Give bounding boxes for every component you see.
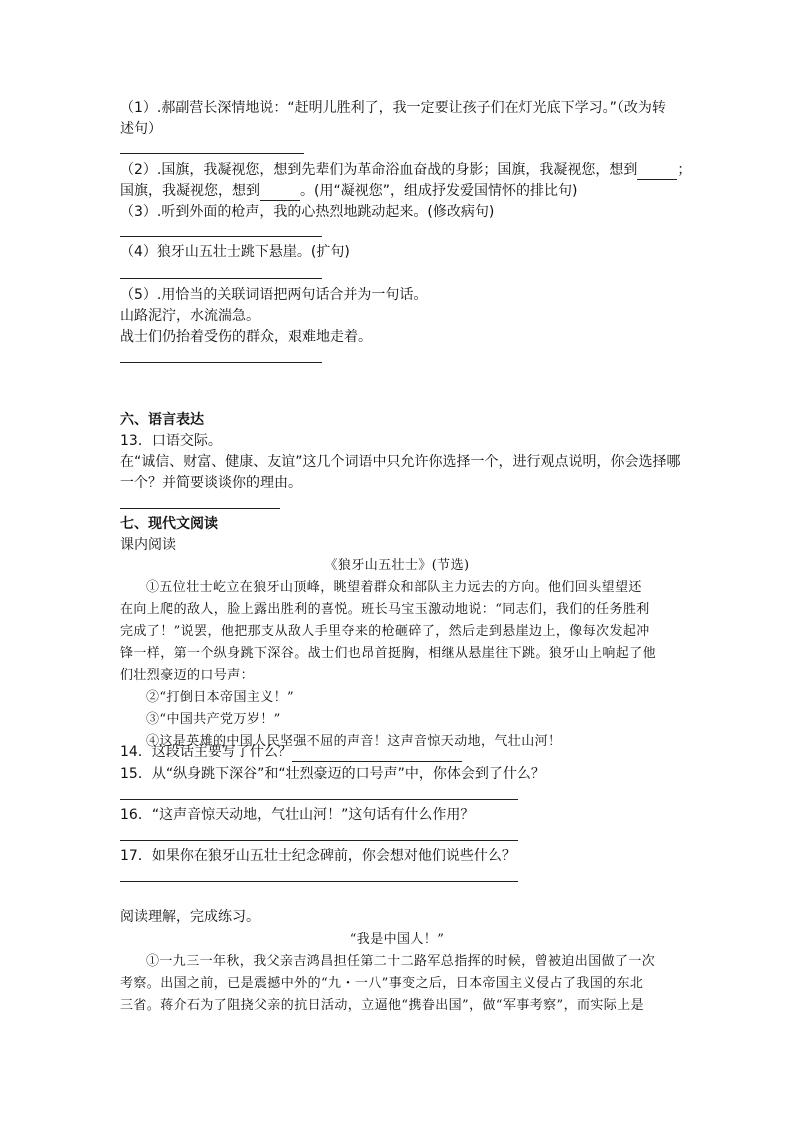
q5-line2: 山路泥泞，水流湍急。 xyxy=(120,308,260,324)
q4-line: （4）狼牙山五壮士跳下悬崖。(扩句) xyxy=(120,244,350,260)
q14-text: 14．这段话主要写了什么？ xyxy=(120,744,292,760)
passage1-p3: ③“中国共产党万岁！” xyxy=(146,712,281,727)
q2-line1-end: ； xyxy=(677,162,692,178)
q2-blank-1[interactable] xyxy=(637,165,677,180)
passage1-p1-line2: 在向上爬的敌人，脸上露出胜利的喜悦。班长马宝玉激动地说：“同志们，我们的任务胜利 xyxy=(120,602,650,617)
q3-answer-line[interactable] xyxy=(120,236,322,237)
q2-blank-2[interactable] xyxy=(260,186,300,201)
passage1-p2: ②“打倒日本帝国主义！” xyxy=(146,690,295,705)
q13-prompt-line2: 一个？并简要谈谈你的理由。 xyxy=(120,475,302,491)
q5-line1: （5）.用恰当的关联词语把两句话合并为一句话。 xyxy=(120,287,428,303)
passage2-title: “我是中国人！” xyxy=(349,932,445,947)
q4-answer-line[interactable] xyxy=(120,278,322,279)
passage1-p1-line1: ①五位壮士屹立在狼牙山顶峰，眺望着群众和部队主力远去的方向。他们回头望望还 xyxy=(146,580,642,595)
q16-line: 16．“这声音惊天动地，气壮山河！”这句话有什么作用？ xyxy=(120,807,475,823)
q14-line xyxy=(120,742,462,762)
q1-line2: 述句） xyxy=(120,121,162,137)
q17-answer-line[interactable] xyxy=(120,881,518,882)
q15-answer-line[interactable] xyxy=(120,799,518,800)
passage2-p1-line1: ①一九三一年秋，我父亲吉鸿昌担任第二十二路军总指挥的时候，曾被迫出国做了一次 xyxy=(146,954,656,969)
q13-title: 13．口语交际。 xyxy=(120,433,222,449)
q14-answer-blank[interactable] xyxy=(292,747,462,762)
passage1-p1-line3: 完成了！”说罢，他把那支从敌人手里夺来的枪砸碎了，然后走到悬崖边上，像每次发起冲 xyxy=(120,624,650,639)
passage1-p4: ④这是英雄的中国人民坚强不屈的声音！这声音惊天动地，气壮山河！ xyxy=(146,734,562,749)
section6-heading: 六、语言表达 xyxy=(120,412,204,428)
passage1-p1-line4: 锋一样，第一个纵身跳下深谷。战士们也昂首挺胸，相继从悬崖往下跳。狼牙山上响起了他 xyxy=(120,646,657,661)
q2-line1 xyxy=(120,160,691,180)
q17-line: 17．如果你在狼牙山五壮士纪念碑前，你会想对他们说些什么？ xyxy=(120,848,516,864)
q2-line2 xyxy=(120,181,577,201)
passage1-p1-line5: 们壮烈豪迈的口号声： xyxy=(120,668,255,683)
q2-line2-instruction: 。(用“凝视您”，组成抒发爱国情怀的排比句) xyxy=(300,183,578,199)
q1-line1: （1）.郝副营长深情地说：“赶明儿胜利了，我一定要让孩子们在灯光底下学习。”（改为转 xyxy=(120,100,666,116)
q5-line3: 战士们仍抬着受伤的群众，艰难地走着。 xyxy=(120,329,372,345)
passage1-title: 《狼牙山五壮士》(节选) xyxy=(324,558,470,573)
passage2-p1-line2: 考察。出国之前，已是震撼中外的“九・一八”事变之后，日本帝国主义侵占了我国的东北 xyxy=(120,976,644,991)
q2-line1-text: （2）.国旗，我凝视您，想到先辈们为革命浴血奋战的身影；国旗，我凝视您，想到 xyxy=(120,162,638,178)
passage2-p1-line3: 三省。蒋介石为了阻挠父亲的抗日活动，立逼他“携眷出国”，做“军事考察”，而实际上是 xyxy=(120,998,644,1013)
q13-prompt-line1: 在“诚信、财富、健康、友谊”这几个词语中只允许你选择一个，进行观点说明，你会选择哪 xyxy=(120,454,681,470)
q5-answer-line[interactable] xyxy=(120,362,322,363)
section7-heading: 七、现代文阅读 xyxy=(120,516,218,532)
q15-line: 15．从“纵身跳下深谷”和“壮烈豪迈的口号声”中，你体会到了什么？ xyxy=(120,766,545,782)
section7-subheading: 课内阅读 xyxy=(120,537,176,553)
q13-answer-line[interactable] xyxy=(120,508,280,509)
q3-line: （3）.听到外面的枪声，我的心热烈地跳动起来。(修改病句) xyxy=(120,204,495,220)
reading2-intro: 阅读理解，完成练习。 xyxy=(120,909,260,925)
q16-answer-line[interactable] xyxy=(120,840,518,841)
q1-answer-line[interactable] xyxy=(120,153,304,154)
q2-line2-text: 国旗，我凝视您，想到 xyxy=(120,183,260,199)
